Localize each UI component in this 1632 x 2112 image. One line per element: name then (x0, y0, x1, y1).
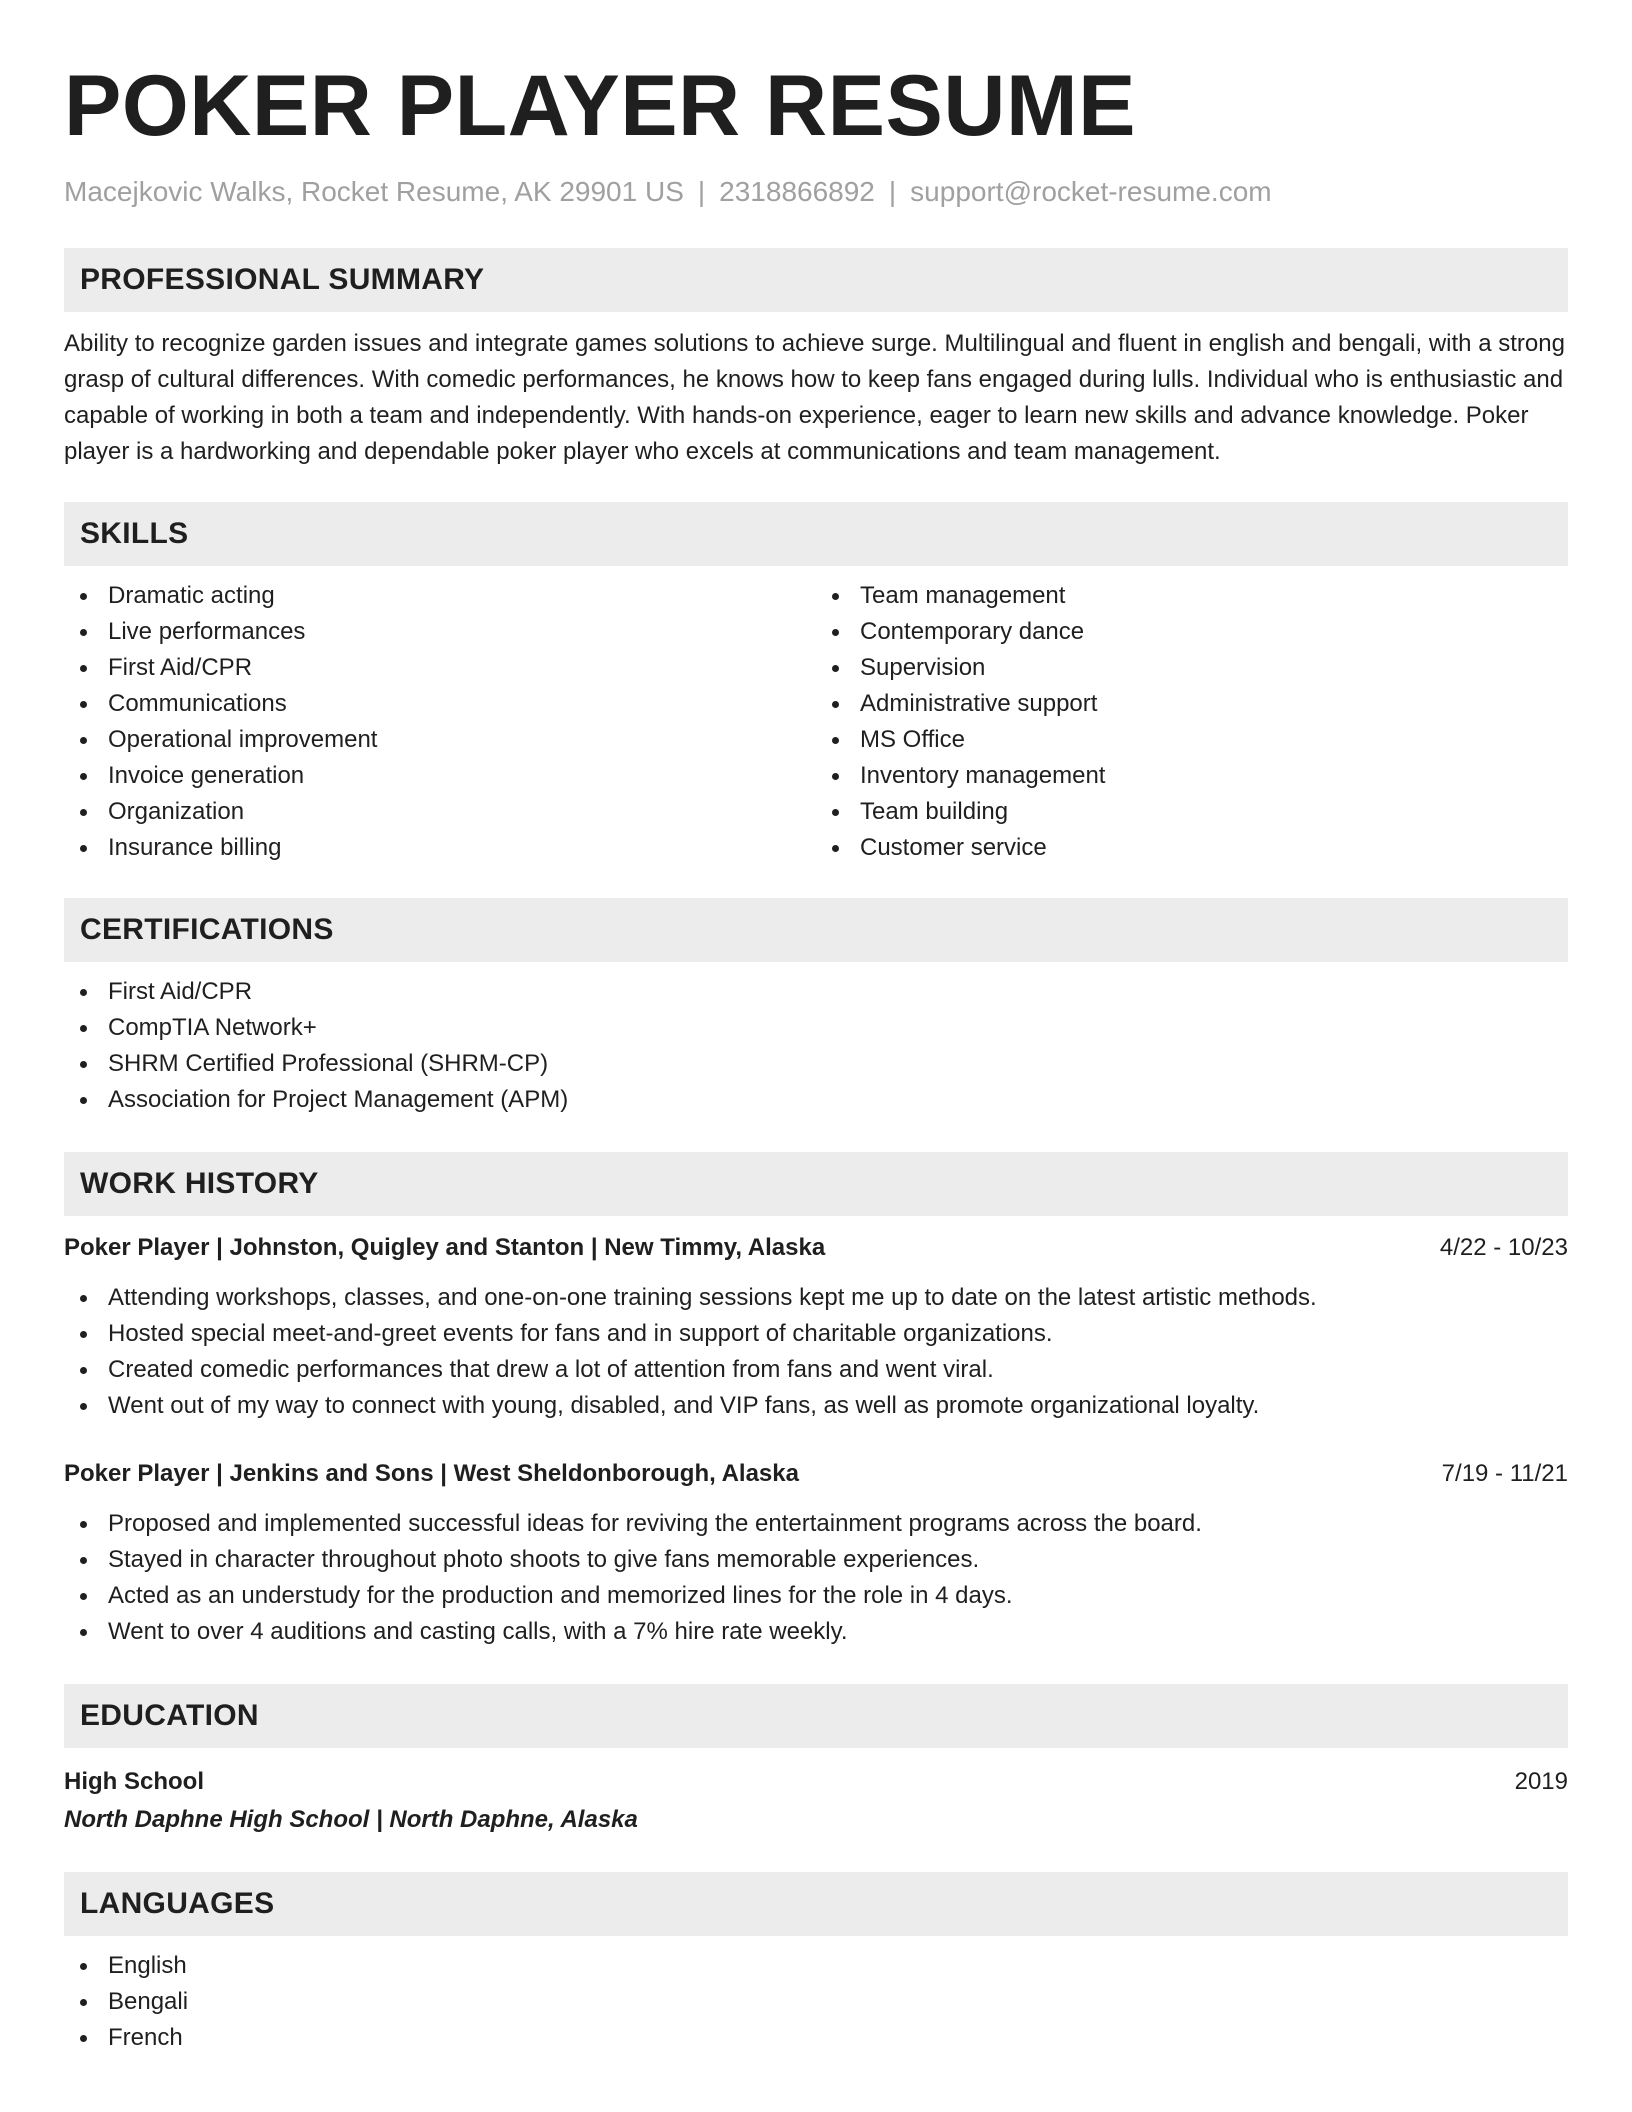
certification-item: SHRM Certified Professional (SHRM-CP) (64, 1046, 1568, 1082)
job-header (64, 1456, 1568, 1492)
job-bullet: Created comedic performances that drew a lot of attention from fans and went viral. (64, 1352, 1568, 1388)
education-header (64, 1764, 1568, 1800)
languages-heading: LANGUAGES (64, 1872, 1568, 1936)
skill-item: Inventory management (816, 758, 1568, 794)
summary-text: Ability to recognize garden issues and integrate games solutions to achieve surge. Multilingual and fluent in english and bengali, with a strong grasp of cultural differences. With comedic performances, he knows how to keep fans engaged during lulls. Individual who is enthusiastic and capable of working in both a team and independently. With hands-on experience, eager to learn new skills and advance knowledge. Poker player is a hardworking and dependable poker player who excels at communications and team management. (64, 330, 1565, 465)
skill-item: First Aid/CPR (64, 650, 816, 686)
work-history-section (64, 1152, 1568, 1650)
job-entry (64, 1230, 1568, 1424)
certifications-section (64, 898, 1568, 1118)
job-dates: 7/19 - 11/21 (1441, 1460, 1568, 1487)
education-school: North Daphne High School | North Daphne, Alaska (64, 1806, 638, 1833)
contact-address: Macejkovic Walks, Rocket Resume, AK 29901 US (64, 176, 684, 207)
work-history-heading: WORK HISTORY (64, 1152, 1568, 1216)
skills-grid (64, 578, 1568, 866)
certification-item: First Aid/CPR (64, 974, 1568, 1010)
education-year: 2019 (1514, 1768, 1568, 1795)
skill-item: Insurance billing (64, 830, 816, 866)
job-bullet: Attending workshops, classes, and one-on-one training sessions kept me up to date on the latest artistic methods. (64, 1280, 1568, 1316)
job-bullet: Stayed in character throughout photo shoots to give fans memorable experiences. (64, 1542, 1568, 1578)
job-header (64, 1230, 1568, 1266)
certifications-heading: CERTIFICATIONS (64, 898, 1568, 962)
skill-item: Organization (64, 794, 816, 830)
skill-item: Team building (816, 794, 1568, 830)
resume-title: POKER PLAYER RESUME (64, 58, 1136, 154)
skill-item: Contemporary dance (816, 614, 1568, 650)
certification-item: Association for Project Management (APM) (64, 1082, 1568, 1118)
job-bullet: Hosted special meet-and-greet events for fans and in support of charitable organizations. (64, 1316, 1568, 1352)
job-entry (64, 1456, 1568, 1650)
skills-column-left (64, 578, 816, 866)
job-title: Poker Player | Jenkins and Sons | West Sheldonborough, Alaska (64, 1460, 799, 1487)
languages-section (64, 1872, 1568, 2056)
contact-email: support@rocket-resume.com (910, 176, 1272, 207)
skill-item: Invoice generation (64, 758, 816, 794)
skill-item: Live performances (64, 614, 816, 650)
skill-item: Operational improvement (64, 722, 816, 758)
certification-item: CompTIA Network+ (64, 1010, 1568, 1046)
contact-phone: 2318866892 (719, 176, 875, 207)
summary-section (64, 248, 1568, 470)
skill-item: Customer service (816, 830, 1568, 866)
contact-line (64, 174, 1568, 210)
skills-section (64, 502, 1568, 866)
education-section (64, 1684, 1568, 1838)
skills-heading: SKILLS (64, 502, 1568, 566)
job-bullet: Went to over 4 auditions and casting calls, with a 7% hire rate weekly. (64, 1614, 1568, 1650)
contact-separator: | (697, 176, 706, 207)
contact-separator: | (888, 176, 897, 207)
job-bullet: Proposed and implemented successful ideas for reviving the entertainment programs across the board. (64, 1506, 1568, 1542)
education-heading: EDUCATION (64, 1684, 1568, 1748)
job-title: Poker Player | Johnston, Quigley and Stanton | New Timmy, Alaska (64, 1234, 826, 1261)
summary-heading: PROFESSIONAL SUMMARY (64, 248, 1568, 312)
skills-column-right (816, 578, 1568, 866)
skill-item: Communications (64, 686, 816, 722)
education-degree: High School (64, 1768, 204, 1795)
job-dates: 4/22 - 10/23 (1439, 1234, 1568, 1261)
skill-item: Administrative support (816, 686, 1568, 722)
language-item: English (64, 1948, 1568, 1984)
skill-item: Team management (816, 578, 1568, 614)
language-item: French (64, 2020, 1568, 2056)
language-item: Bengali (64, 1984, 1568, 2020)
skill-item: Dramatic acting (64, 578, 816, 614)
job-bullet: Acted as an understudy for the production and memorized lines for the role in 4 days. (64, 1578, 1568, 1614)
skill-item: Supervision (816, 650, 1568, 686)
job-bullet: Went out of my way to connect with young, disabled, and VIP fans, as well as promote organizational loyalty. (64, 1388, 1568, 1424)
skill-item: MS Office (816, 722, 1568, 758)
